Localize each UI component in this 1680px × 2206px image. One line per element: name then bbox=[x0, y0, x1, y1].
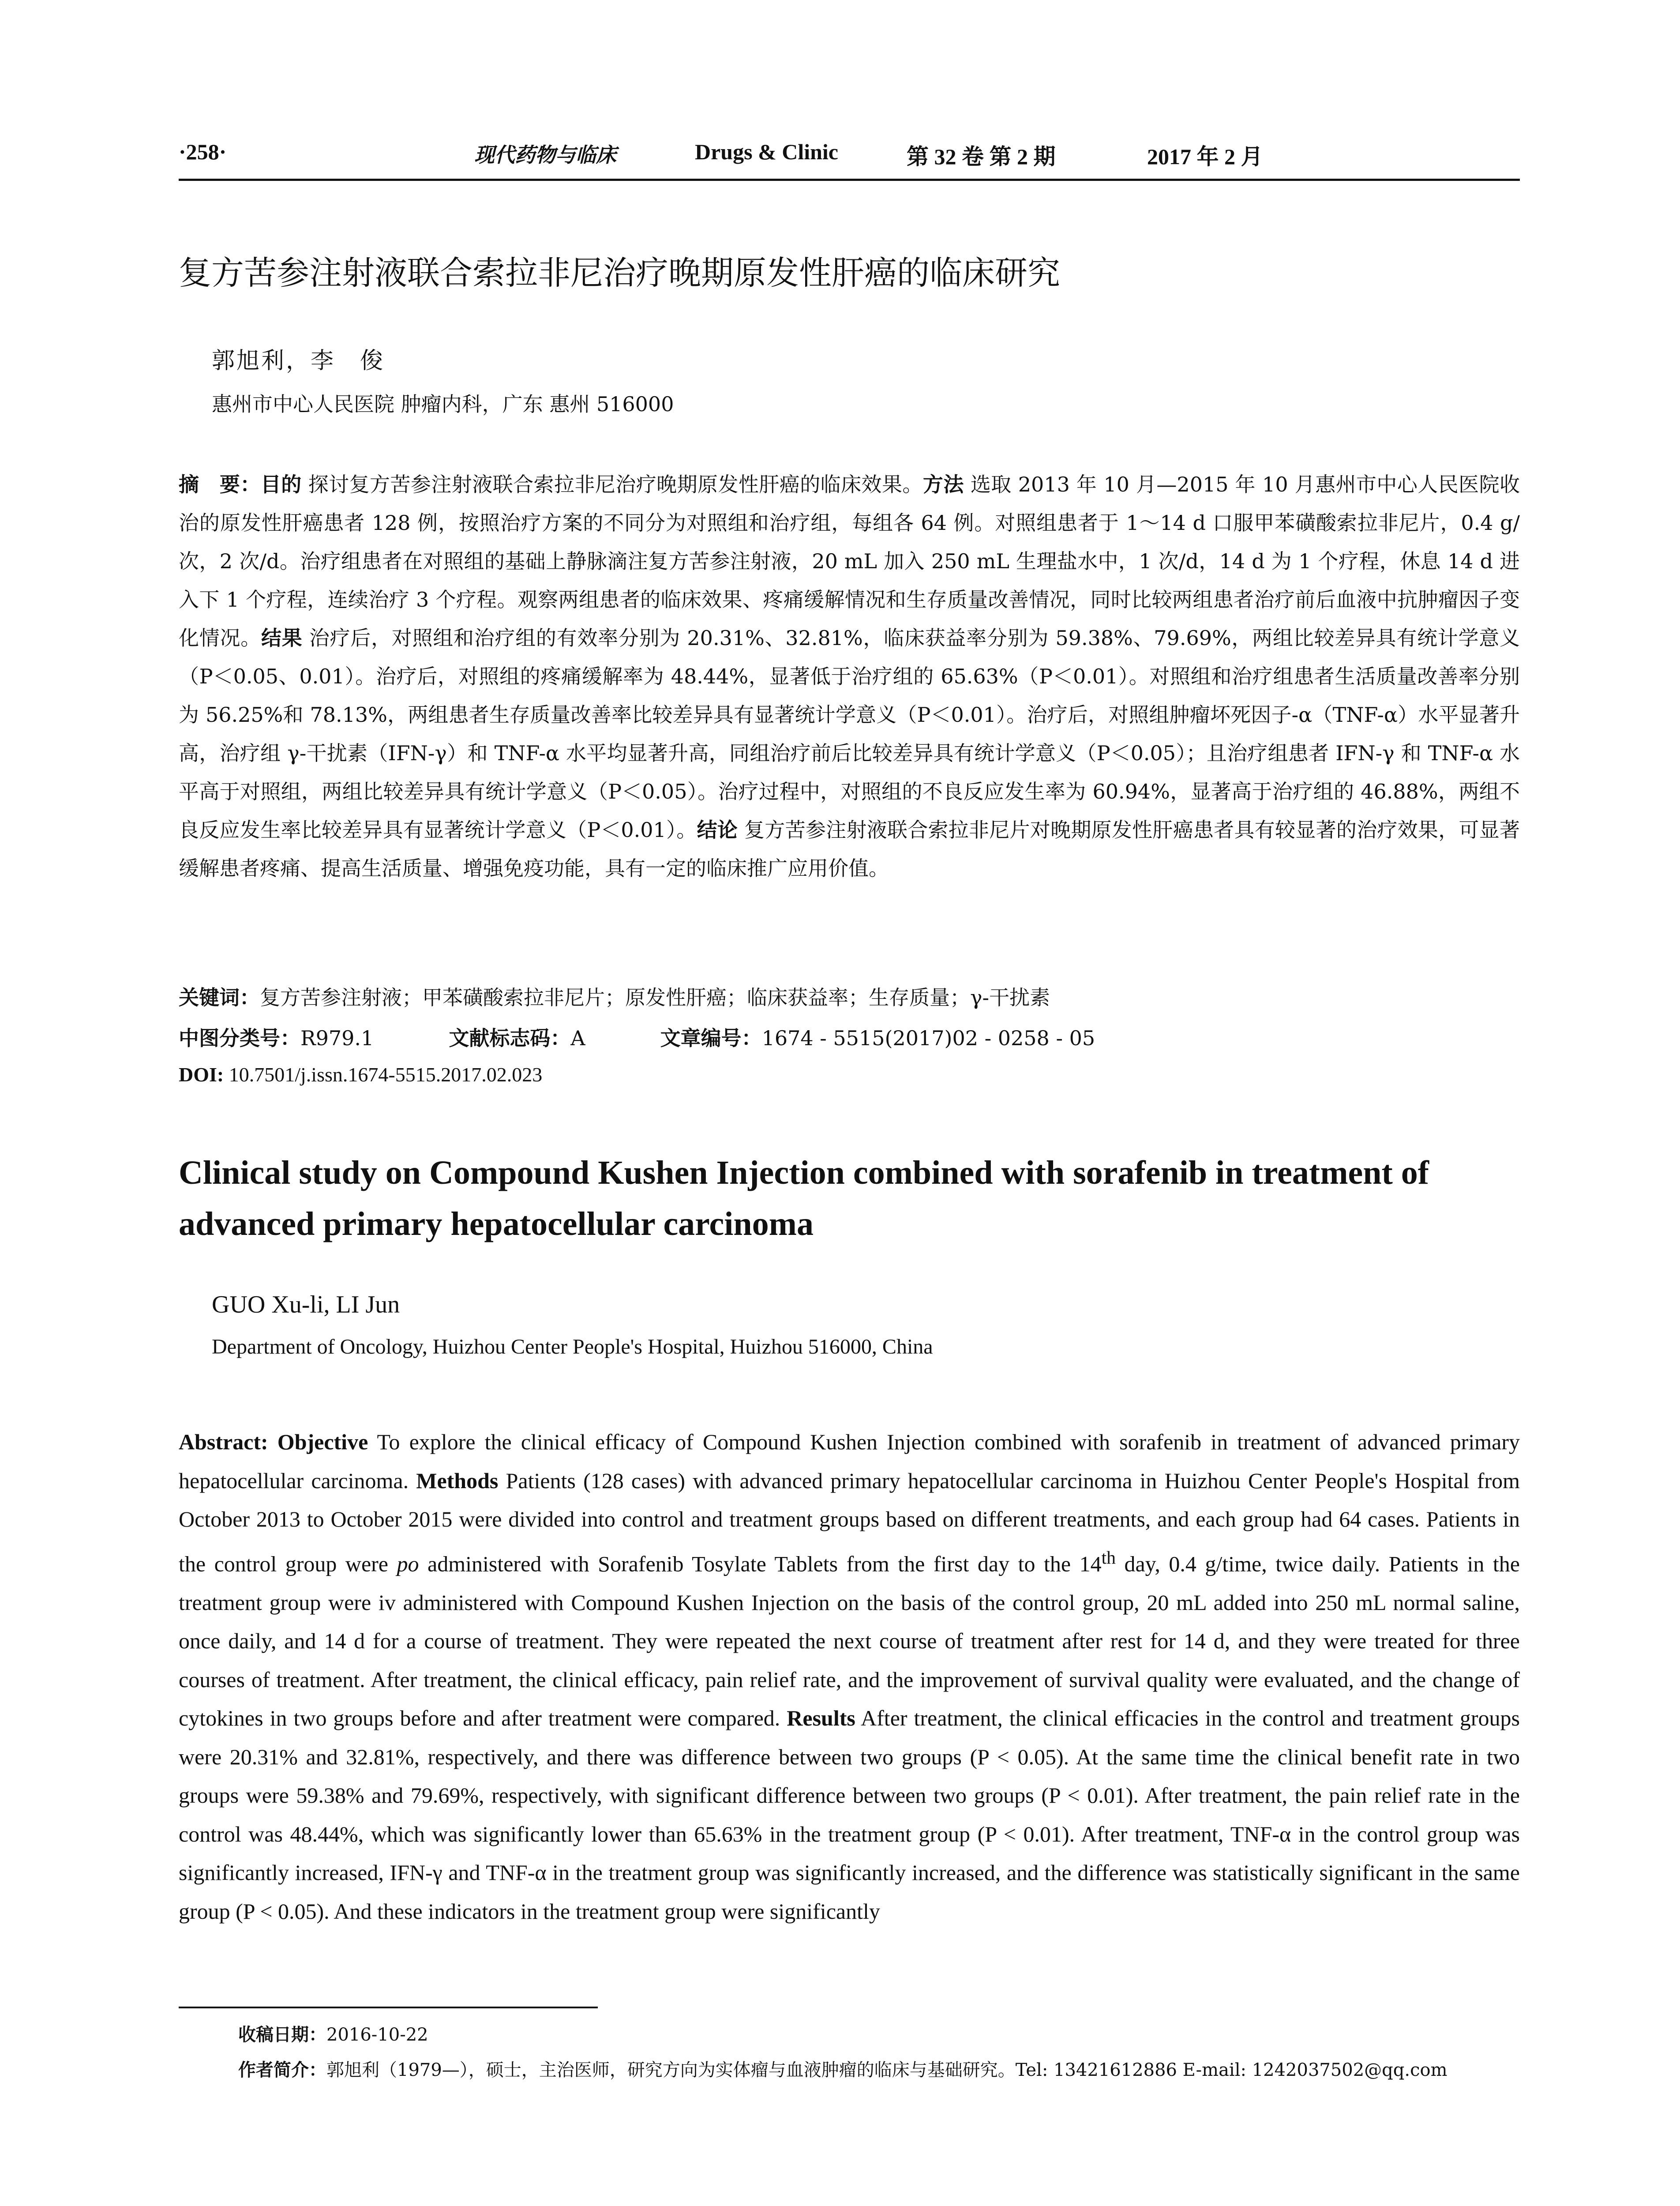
received-date: 2016-10-22 bbox=[326, 2025, 428, 2045]
authors-en: GUO Xu-li, LI Jun bbox=[212, 1291, 400, 1318]
volume-issue: 第 32 卷 第 2 期 bbox=[907, 144, 1056, 169]
conclusion-text-cn: 复方苦参注射液联合索拉非尼片对晚期原发性肝癌患者具有较显著的治疗效果，可显著缓解患者疼痛、提高生活质量、增强免疫功能，具有一定的临床推广应用价值。 bbox=[179, 818, 1520, 880]
issue-date: 2017 年 2 月 bbox=[1147, 144, 1263, 169]
superscript-th: th bbox=[1101, 1547, 1116, 1568]
methods-text-en-3: day, 0.4 g/time, twice daily. Patients in the treatment group were iv administered with Compound Kushen Injection on the basis of the control group, 20 mL added into 250 mL normal saline, once daily, and 14 d for a course of treatment. They were repeated the next course of treatment after rest for 14 d, and they were treated for three courses of treatment. After treatment, the clinical efficacy, pain relief rate, and the improvement of survival quality were evaluated, and the change of cytokines in two groups before and after treatment were compared. bbox=[179, 1551, 1520, 1731]
po-italic: po bbox=[397, 1551, 419, 1576]
title-en: Clinical study on Compound Kushen Injection combined with sorafenib in treatment of advanced primary hepatocellular carcinoma bbox=[179, 1154, 1429, 1242]
author-bio: 郭旭利（1979—），硕士，主治医师，研究方向为实体瘤与血液肿瘤的临床与基础研究。Tel: 13421612886 E-mail: 1242037502@qq.com bbox=[326, 2060, 1448, 2080]
results-label-cn: 结果 bbox=[261, 626, 303, 650]
classification-line bbox=[179, 1022, 1520, 1051]
authors-cn: 郭旭利，李 俊 bbox=[212, 348, 385, 374]
received-label: 收稿日期： bbox=[238, 2025, 326, 2045]
article-number-value: 1674 - 5515(2017)02 - 0258 - 05 bbox=[761, 1026, 1095, 1050]
doi-line bbox=[179, 1063, 1520, 1086]
footnote-author bbox=[238, 2056, 1448, 2081]
doi-value: 10.7501/j.issn.1674-5515.2017.02.023 bbox=[224, 1063, 543, 1086]
clc-value: R979.1 bbox=[300, 1026, 374, 1050]
abstract-en bbox=[179, 1423, 1520, 1931]
keywords-cn bbox=[179, 982, 1520, 1011]
running-header bbox=[179, 139, 1520, 181]
doi-label: DOI: bbox=[179, 1063, 224, 1086]
author-bio-label: 作者简介： bbox=[238, 2060, 326, 2080]
footnote-divider bbox=[179, 2007, 598, 2008]
journal-name-cn: 现代药物与临床 bbox=[474, 143, 616, 167]
abstract-en-label: Abstract: Objective bbox=[179, 1429, 368, 1454]
keywords-value: 复方苦参注射液；甲苯磺酸索拉非尼片；原发性肝癌；临床获益率；生存质量；γ-干扰素 bbox=[260, 986, 1050, 1009]
results-text-en: After treatment, the clinical efficacies in the control and treatment groups were 20.31% and 32.81%, respectively, and there was difference between two groups (P < 0.05). At the same time the clinical benefit rate in two groups were 59.38% and 79.69%, respectively, with significant difference between two groups (P < 0.01). After treatment, the pain relief rate in the control was 48.44%, which was significantly lower than 65.63% in the treatment group (P < 0.01). After treatment, TNF-α in the control group was significantly increased, IFN-γ and TNF-α in the treatment group was significantly increased, and the difference was statistically significant in the same group (P < 0.05). And these indicators in the treatment group were significantly bbox=[179, 1706, 1520, 1924]
title-cn: 复方苦参注射液联合索拉非尼治疗晚期原发性肝癌的临床研究 bbox=[179, 254, 1060, 292]
keywords-label: 关键词： bbox=[179, 986, 260, 1009]
article-number-label: 文章编号： bbox=[660, 1026, 762, 1050]
abstract-cn-label: 摘 要： bbox=[179, 473, 261, 496]
methods-label-en: Methods bbox=[416, 1468, 499, 1493]
methods-text-en-1: Patients (128 cases) with advanced primary hepatocellular carcinoma in Huizhou Center People's Hospital from October 2013 to October 2015 were divided into control and treatment groups based on different treatments, and each group had 64 cases. Patients in the control group were bbox=[179, 1468, 1520, 1576]
results-text-cn: 治疗后，对照组和治疗组的有效率分别为 20.31%、32.81%，临床获益率分别为 59.38%、79.69%，两组比较差异具有统计学意义（P＜0.05、0.01）。治疗后，对照组的疼痛缓解率为 48.44%，显著低于治疗组的 65.63%（P＜0.01）。对照组和治疗组患者生活质量改善率分别为 56.25%和 78.13%，两组患者生存质量改善率比较差异具有显著统计学意义（P＜0.01）。治疗后，对照组肿瘤坏死因子-α（TNF-α）水平显著升高，治疗组 γ-干扰素（IFN-γ）和 TNF-α 水平均显著升高，同组治疗前后比较差异具有统计学意义（P＜0.05）；且治疗组患者 IFN-γ 和 TNF-α 水平高于对照组，两组比较差异具有统计学意义（P＜0.05）。治疗过程中，对照组的不良反应发生率为 60.94%，显著高于治疗组的 46.88%，两组不良反应发生率比较差异具有显著统计学意义（P＜0.01）。 bbox=[179, 626, 1520, 842]
doc-code-value: A bbox=[570, 1026, 585, 1050]
footnote-received bbox=[238, 2021, 428, 2046]
abstract-cn bbox=[179, 465, 1520, 888]
methods-text-en-2: administered with Sorafenib Tosylate Tablets from the first day to the 14 bbox=[419, 1551, 1102, 1576]
methods-label-cn: 方法 bbox=[922, 473, 964, 496]
page-number: ·258· bbox=[179, 139, 227, 164]
conclusion-label-cn: 结论 bbox=[697, 818, 738, 842]
clc-label: 中图分类号： bbox=[179, 1026, 300, 1050]
objective-text-en: To explore the clinical efficacy of Compound Kushen Injection combined with sorafenib in treatment of advanced primary hepatocellular carcinoma. bbox=[179, 1429, 1520, 1493]
results-label-en: Results bbox=[787, 1706, 855, 1731]
affiliation-cn: 惠州市中心人民医院 肿瘤内科，广东 惠州 516000 bbox=[212, 392, 674, 416]
objective-label-cn: 目的 bbox=[260, 473, 302, 496]
objective-text-cn: 探讨复方苦参注射液联合索拉非尼治疗晚期原发性肝癌的临床效果。 bbox=[301, 473, 923, 496]
methods-text-cn: 选取 2013 年 10 月—2015 年 10 月惠州市中心人民医院收治的原发性肝癌患者 128 例，按照治疗方案的不同分为对照组和治疗组，每组各 64 例。对照组患者于 1～14 d 口服甲苯磺酸索拉非尼片，0.4 g/次，2 次/d。治疗组患者在对照组的基础上静脉滴注复方苦参注射液，20 mL 加入 250 mL 生理盐水中，1 次/d，14 d 为 1 个疗程，休息 14 d 进入下 1 个疗程，连续治疗 3 个疗程。观察两组患者的临床效果、疼痛缓解情况和生存质量改善情况，同时比较两组患者治疗前后血液中抗肿瘤因子变化情况。 bbox=[179, 473, 1520, 650]
affiliation-en: Department of Oncology, Huizhou Center People's Hospital, Huizhou 516000, China bbox=[212, 1335, 933, 1358]
doc-code-label: 文献标志码： bbox=[449, 1026, 571, 1050]
header-divider bbox=[179, 179, 1520, 181]
journal-name-en: Drugs & Clinic bbox=[695, 139, 838, 164]
